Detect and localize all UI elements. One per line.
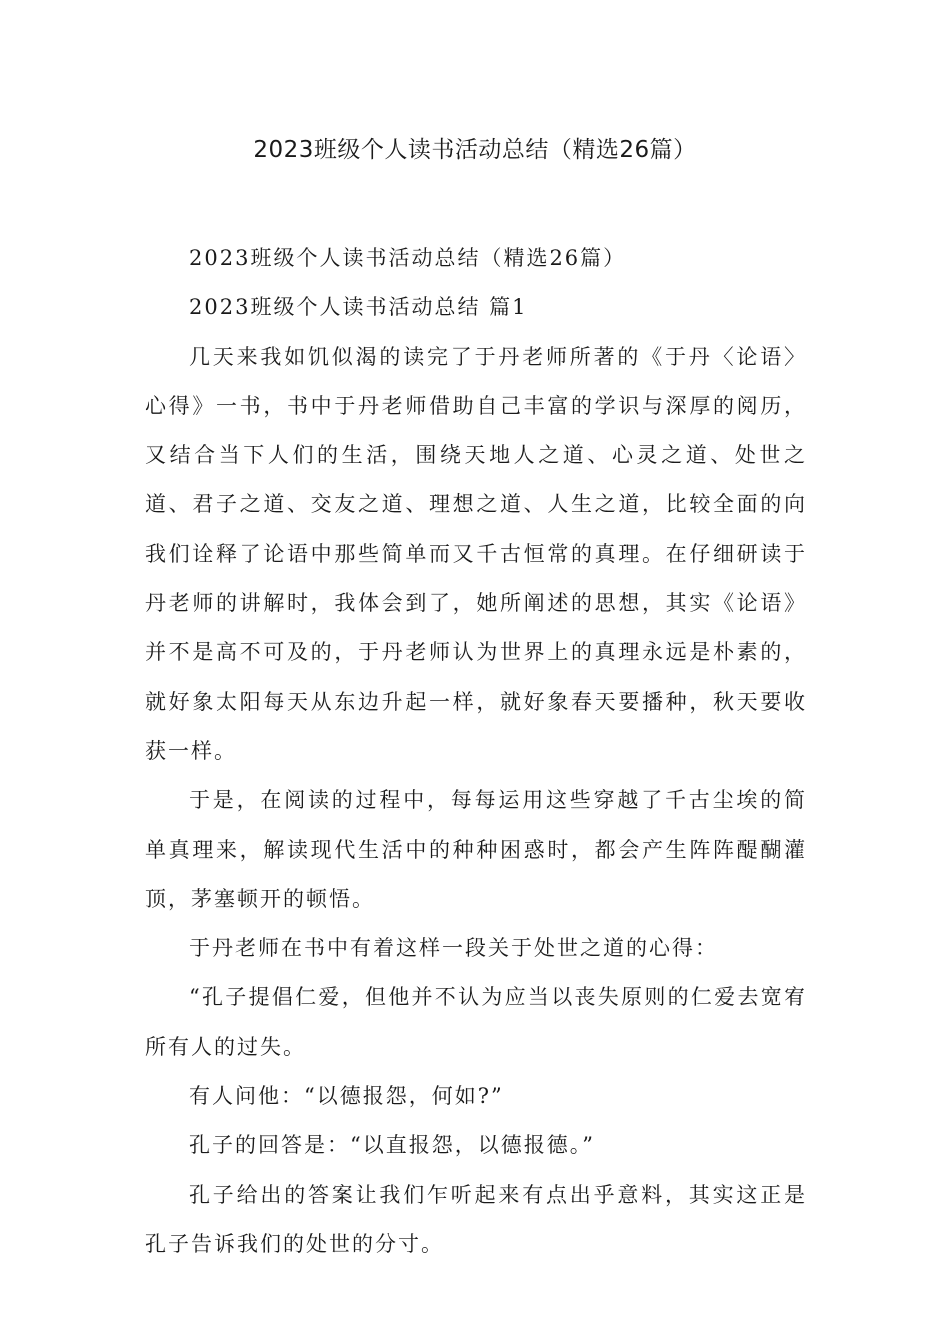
document-body (145, 234, 807, 1269)
paragraph: 孔子给出的答案让我们乍听起来有点出乎意料，其实这正是孔子告诉我们的处世的分寸。 (145, 1182, 807, 1256)
paragraph-quote: “孔子提倡仁爱，但他并不认为应当以丧失原则的仁爱去宽宥所有人的过失。 (145, 985, 807, 1059)
paragraph-subtitle: 2023班级个人读书活动总结（精选26篇） (189, 246, 627, 270)
paragraph-quote: 有人问他：“以德报怨，何如?” (189, 1084, 504, 1109)
paragraph-quote: 孔子的回答是：“以直报怨，以德报德。” (189, 1133, 595, 1158)
paragraph: 于是，在阅读的过程中，每每运用这些穿越了千古尘埃的简单真理来，解读现代生活中的种种困惑时，都会产生阵阵醍醐灌顶，茅塞顿开的顿悟。 (145, 788, 807, 911)
paragraph-section-heading: 2023班级个人读书活动总结 篇1 (189, 295, 528, 320)
paragraph: 于丹老师在书中有着这样一段关于处世之道的心得： (189, 936, 718, 961)
document-title: 2023班级个人读书活动总结（精选26篇） (253, 137, 697, 163)
paragraph: 几天来我如饥似渴的读完了于丹老师所著的《于丹〈论语〉心得》一书，书中于丹老师借助自己丰富的学识与深厚的阅历，又结合当下人们的生活，围绕天地人之道、心灵之道、处世之道、君子之道、交友之道、理想之道、人生之道，比较全面的向我们诠释了论语中那些简单而又千古恒常的真理。在仔细研读于丹老师的讲解时，我体会到了，她所阐述的思想，其实《论语》并不是高不可及的，于丹老师认为世界上的真理永远是朴素的，就好象太阳每天从东边升起一样，就好象春天要播种，秋天要收获一样。 (145, 344, 807, 763)
